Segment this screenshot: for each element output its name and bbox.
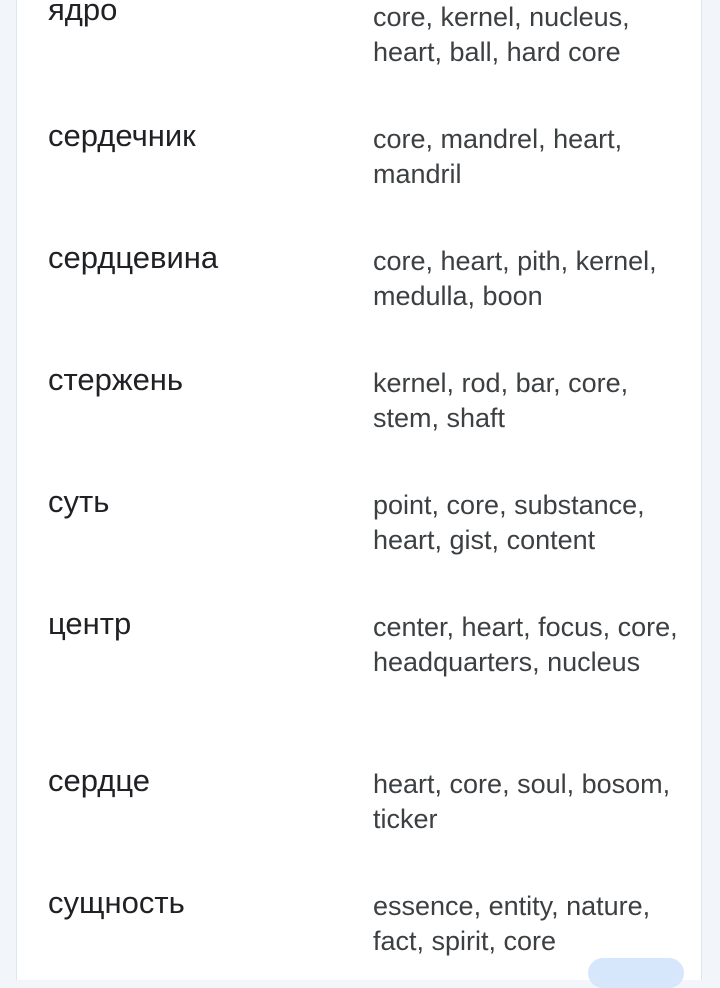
term-label: стержень <box>48 362 184 397</box>
translations-text: essence, entity, nature, fact, spirit, core <box>373 891 651 956</box>
term-label: сердцевина <box>48 240 219 275</box>
term-label: ядро <box>48 0 118 27</box>
translations-text: center, heart, focus, core, headquarters, nucleus <box>373 612 678 677</box>
term-label: сердце <box>48 763 151 798</box>
translations-text: heart, core, soul, bosom, ticker <box>373 769 671 834</box>
translations-text: core, mandrel, heart, mandril <box>373 124 623 189</box>
translations-text: core, heart, pith, kernel, medulla, boon <box>373 246 657 311</box>
floating-action-button[interactable] <box>588 958 684 988</box>
term-label: сердечник <box>48 118 196 153</box>
term-label: центр <box>48 606 132 641</box>
term-label: суть <box>48 484 110 519</box>
term-label: сущность <box>48 885 185 920</box>
translations-text: point, core, substance, heart, gist, content <box>373 490 645 555</box>
translations-text: core, kernel, nucleus, heart, ball, hard core <box>373 2 630 67</box>
translations-text: kernel, rod, bar, core, stem, shaft <box>373 368 629 433</box>
translation-list-card <box>16 0 702 980</box>
